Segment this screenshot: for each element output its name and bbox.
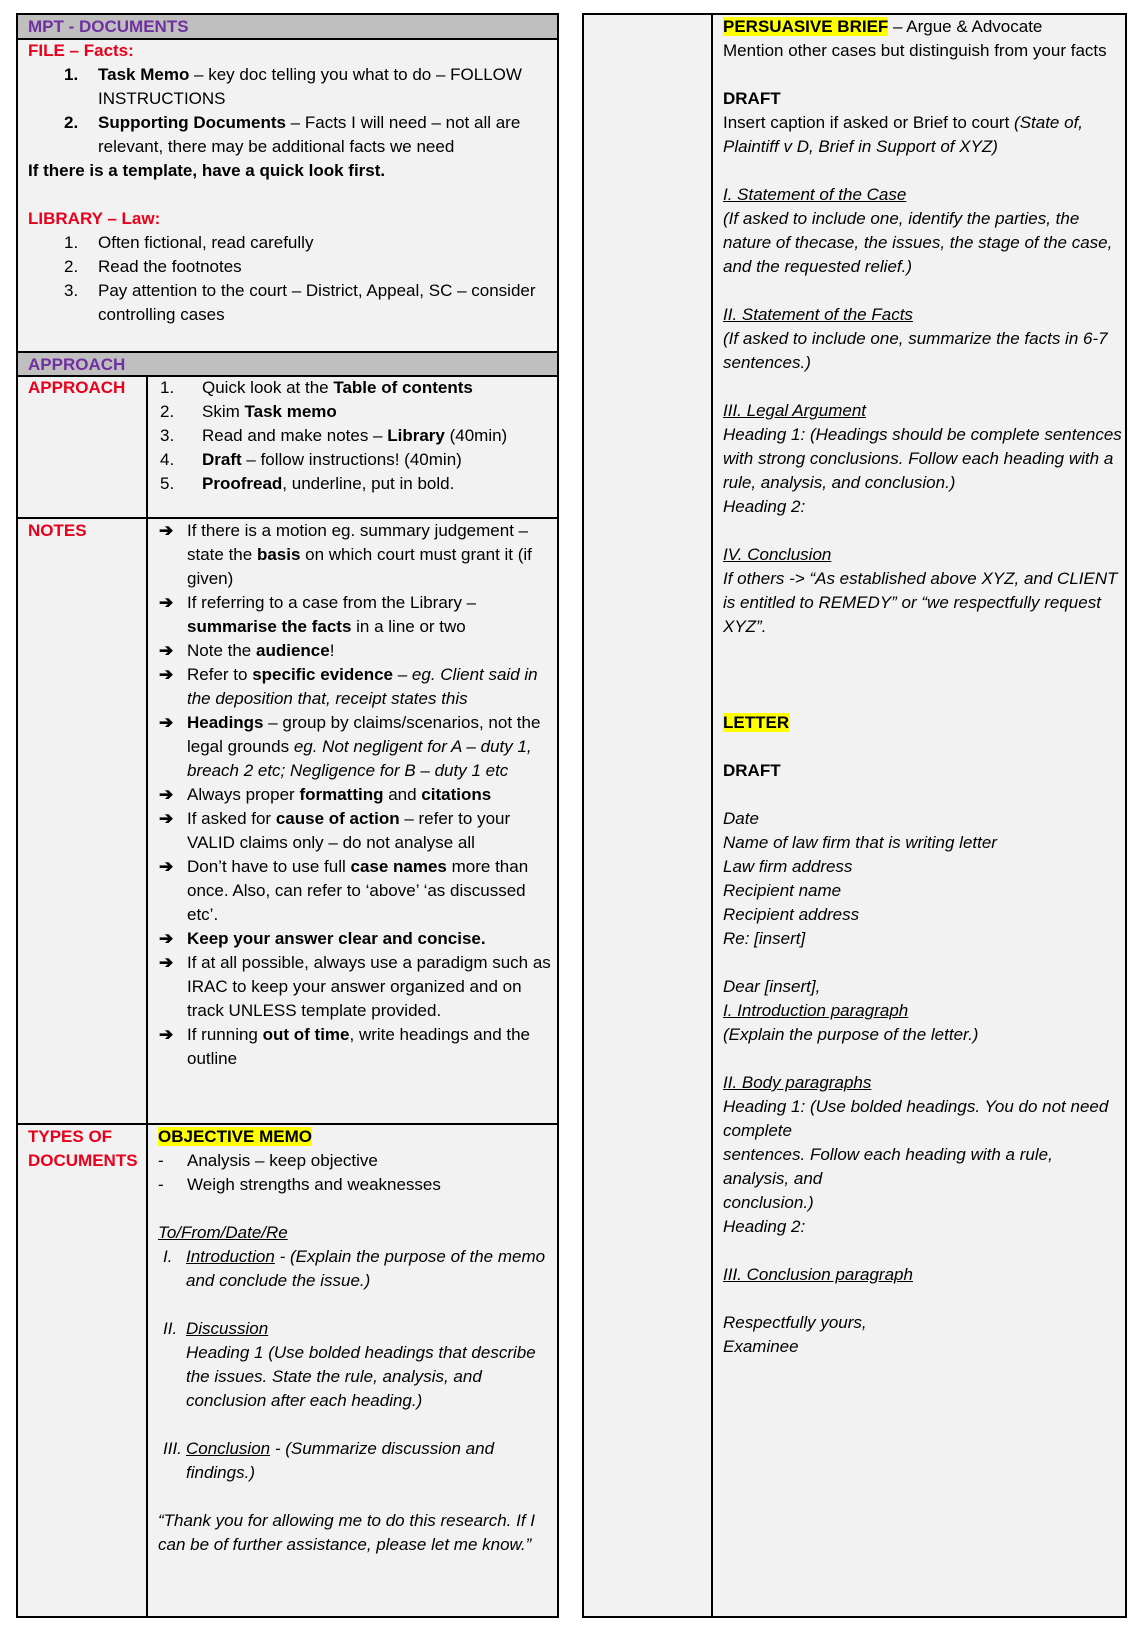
list-item: 2. Skim Task memo: [160, 402, 337, 421]
list-item: ➔ If running out of time, write headings and the outline: [159, 1025, 531, 1068]
arrow-icon: ➔: [159, 953, 174, 972]
letter-body-title: II. Body paragraphs: [723, 1073, 872, 1092]
brief-conclusion-text: If others -> “As established above XYZ, and CLIENT is entitled to REMEDY” or “we respectfully request XYZ”.: [723, 569, 1118, 636]
letter-body-text: sentences. Follow each heading with a rule, analysis, and: [723, 1145, 1053, 1188]
list-item: - Analysis – keep objective: [158, 1151, 378, 1170]
letter-line: Re: [insert]: [723, 929, 806, 948]
list-item: ➔ Headings – group by claims/scenarios, not the legal grounds eg. Not negligent for A – duty 1, breach 2 etc; Negligence for B – duty 1 etc: [159, 713, 541, 780]
list-item: 3. Read and make notes – Library (40min): [160, 426, 508, 445]
right-content: [723, 15, 1123, 1359]
letter-body-heading2: Heading 2:: [723, 1217, 806, 1236]
arrow-icon: ➔: [159, 641, 174, 660]
list-item: ➔ Always proper formatting and citations: [158, 783, 553, 807]
list-item: 2. Supporting Documents – Facts I will need – not all are relevant, there may be additional facts we need: [64, 113, 521, 156]
list-item: ➔ If asked for cause of action – refer to your VALID claims only – do not analyse all: [159, 809, 511, 852]
arrow-icon: ➔: [159, 713, 174, 732]
arrow-icon: ➔: [159, 857, 174, 876]
list-item: ➔ If at all possible, always use a paradigm such as IRAC to keep your answer organized and on track UNLESS template provided.: [159, 953, 551, 1020]
letter-title: LETTER: [723, 713, 790, 732]
arrow-icon: ➔: [159, 593, 174, 612]
list-item: 4. Draft – follow instructions! (40min): [160, 450, 462, 469]
documents-header-label: MPT - DOCUMENTS: [28, 17, 189, 36]
memo-title: OBJECTIVE MEMO: [158, 1127, 312, 1146]
column-divider: [146, 376, 148, 1616]
arrow-icon: ➔: [159, 929, 174, 948]
left-table: [16, 13, 559, 1618]
list-item: ➔ Refer to specific evidence – eg. Client said in the deposition that, receipt states this: [159, 665, 538, 708]
arrow-icon: ➔: [159, 665, 174, 684]
list-item: 1. Task Memo – key doc telling you what to do – FOLLOW INSTRUCTIONS: [64, 65, 522, 108]
file-library-section: [28, 39, 548, 327]
memo-conclusion: III. Conclusion - (Summarize discussion and findings.): [163, 1439, 495, 1482]
arrow-icon: ➔: [159, 785, 174, 804]
template-note: If there is a template, have a quick look first.: [28, 161, 386, 180]
right-table: [582, 13, 1127, 1618]
brief-mention: Mention other cases but distinguish from your facts: [723, 41, 1107, 60]
list-item: ➔ Don’t have to use full case names more than once. Also, can refer to ‘above’ ‘as discussed etc’.: [159, 857, 529, 924]
letter-intro-title: I. Introduction paragraph: [723, 1001, 909, 1020]
library-heading: LIBRARY – Law:: [28, 209, 161, 228]
approach-steps: [158, 376, 553, 496]
documents-header: [18, 15, 557, 40]
memo-introduction: I. Introduction - (Explain the purpose of the memo and conclude the issue.): [163, 1247, 546, 1290]
letter-body-text: conclusion.): [723, 1193, 814, 1212]
brief-conclusion-title: IV. Conclusion: [723, 545, 832, 564]
letter-line: Recipient name: [723, 881, 842, 900]
notes-list: [158, 519, 553, 1071]
letter-line: Name of law firm that is writing letter: [723, 833, 997, 852]
objective-memo: [158, 1125, 553, 1557]
memo-thanks: “Thank you for allowing me to do this research. If I can be of further assistance, please let me know.”: [158, 1511, 536, 1554]
list-item: ➔ Keep your answer clear and concise.: [158, 927, 553, 951]
column-divider: [711, 15, 713, 1616]
letter-line: Recipient address: [723, 905, 860, 924]
letter-draft: DRAFT: [723, 761, 781, 780]
list-item: - Weigh strengths and weaknesses: [158, 1175, 441, 1194]
letter-line: Law firm address: [723, 857, 853, 876]
list-item: ➔ If referring to a case from the Library – summarise the facts in a line or two: [159, 593, 477, 636]
approach-header-label: APPROACH: [28, 355, 126, 374]
list-item: 1. Often fictional, read carefully: [64, 233, 314, 252]
brief-draft: DRAFT: [723, 89, 781, 108]
brief-title-line: PERSUASIVE BRIEF – Argue & Advocate: [723, 17, 1043, 36]
arrow-icon: ➔: [159, 521, 174, 540]
file-list: [28, 63, 548, 159]
letter-salutation: Dear [insert],: [723, 977, 821, 996]
to-from-line: To/From/Date/Re: [158, 1223, 288, 1242]
statement-facts-text: (If asked to include one, summarize the facts in 6-7 sentences.): [723, 329, 1108, 372]
library-list: [28, 231, 548, 327]
list-item: 3. Pay attention to the court – District, Appeal, SC – consider controlling cases: [64, 281, 536, 324]
statement-case-text: (If asked to include one, identify the parties, the nature of thecase, the issues, the stage of the case, and the requested relief.): [723, 209, 1113, 276]
letter-intro-text: (Explain the purpose of the letter.): [723, 1025, 979, 1044]
legal-argument-heading2: Heading 2:: [723, 497, 806, 516]
notes-label: NOTES: [28, 521, 87, 540]
list-item: 2. Read the footnotes: [64, 257, 242, 276]
approach-label: APPROACH: [28, 378, 126, 397]
brief-caption: Insert caption if asked or Brief to court (State of, Plaintiff v D, Brief in Support of XYZ): [723, 113, 1084, 156]
list-item: 5. Proofread, underline, put in bold.: [160, 474, 455, 493]
statement-facts-title: II. Statement of the Facts: [723, 305, 913, 324]
letter-signature: Examinee: [723, 1337, 799, 1356]
list-item: 1. Quick look at the Table of contents: [160, 378, 473, 397]
memo-discussion: II. Discussion Heading 1 (Use bolded headings that describe the issues. State the rule, analysis, and conclusion after each heading.): [163, 1319, 536, 1410]
list-item: ➔ Note the audience!: [158, 639, 553, 663]
types-label: TYPES OF DOCUMENTS: [28, 1127, 138, 1170]
letter-body-text: Heading 1: (Use bolded headings. You do not need complete: [723, 1097, 1109, 1140]
letter-line: Date: [723, 809, 759, 828]
letter-conclusion-title: III. Conclusion paragraph: [723, 1265, 913, 1284]
list-item: ➔ If there is a motion eg. summary judgement – state the basis on which court must grant it (if given): [159, 521, 532, 588]
arrow-icon: ➔: [159, 1025, 174, 1044]
arrow-icon: ➔: [159, 809, 174, 828]
approach-header: [18, 351, 557, 377]
statement-case-title: I. Statement of the Case: [723, 185, 907, 204]
legal-argument-text: Heading 1: (Headings should be complete sentences with strong conclusions. Follow each heading with a rule, analysis, and conclusion.): [723, 425, 1122, 492]
letter-closing: Respectfully yours,: [723, 1313, 867, 1332]
legal-argument-title: III. Legal Argument: [723, 401, 867, 420]
file-heading: FILE – Facts:: [28, 41, 134, 60]
